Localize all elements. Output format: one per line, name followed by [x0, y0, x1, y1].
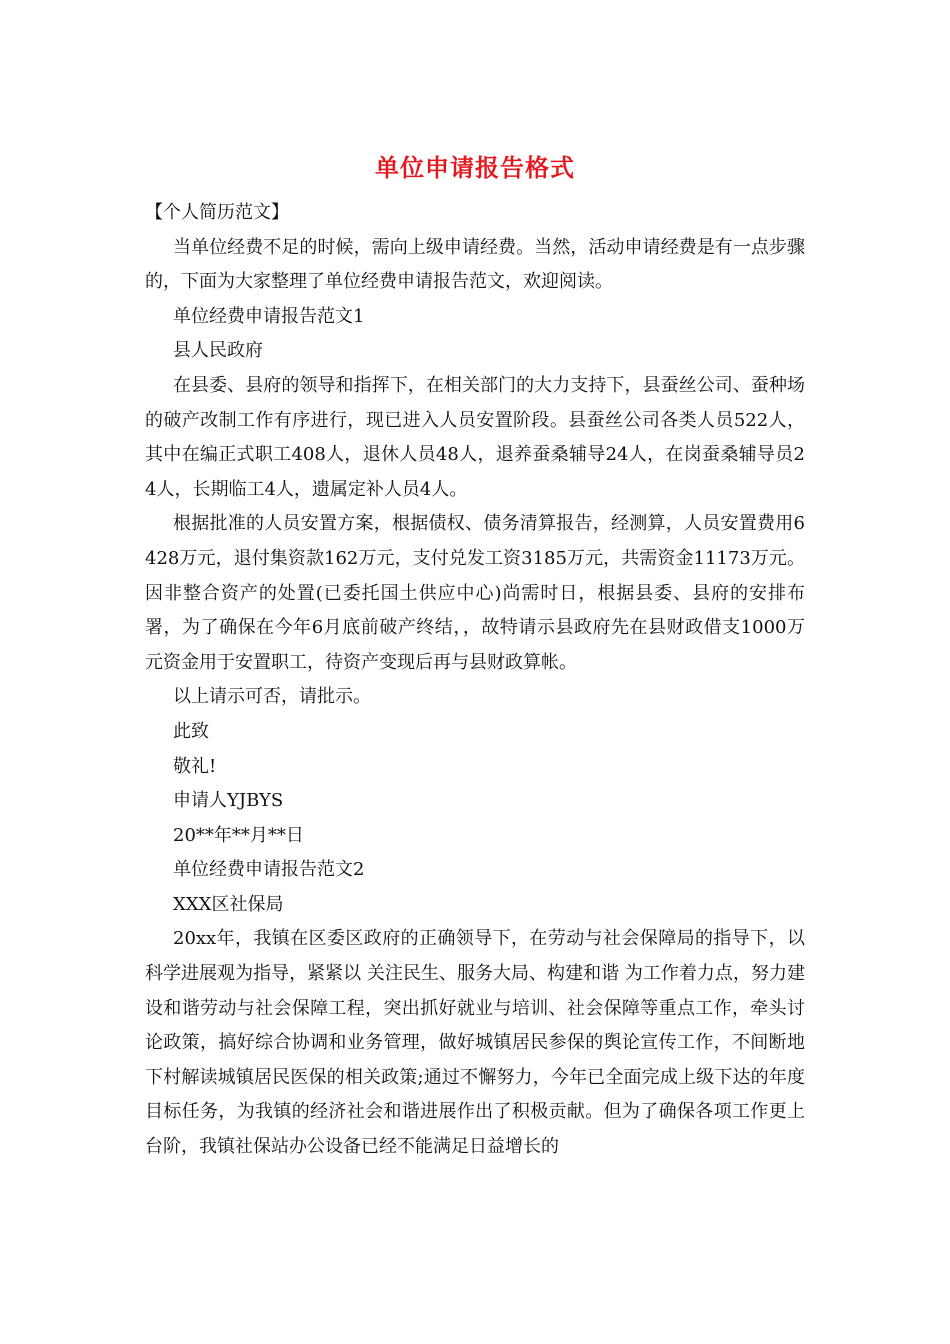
sample-heading-2: 单位经费申请报告范文2: [173, 859, 365, 881]
document-body: [145, 196, 805, 1165]
body-paragraph-3: 20xx年，我镇在区委区政府的正确领导下，在劳动与社会保障局的指导下，以科学进展观为指导，紧紧以 关注民生、服务大局、构建和谐 为工作着力点，努力建设和谐劳动与社会保障工程，突出抓好就业与培训、社会保障等重点工作，牵头讨论政策，搞好综合协调和业务管理，做好城镇居民参保的舆论宣传工作，不间断地下村解读城镇居民医保的相关政策;通过不懈努力，今年已全面完成上级下达的年度目标任务，为我镇的经济社会和谐进展作出了积极贡献。但为了确保各项工作更上台阶，我镇社保站办公设备已经不能满足日益增长的: [145, 928, 805, 1158]
intro-paragraph: 当单位经费不足的时候，需向上级申请经费。当然，活动申请经费是有一点步骤的，下面为大家整理了单位经费申请报告范文，欢迎阅读。: [145, 236, 805, 293]
section-tag: 【个人简历范文】: [145, 202, 289, 223]
recipient-2: XXX区社保局: [173, 893, 284, 915]
body-paragraph-2: 根据批准的人员安置方案，根据债权、债务清算报告，经测算，人员安置费用6428万元，退付集资款162万元，支付兑发工资3185万元，共需资金11173万元。因非整合资产的处置(已委托国土供应中心)尚需时日，根据县委、县府的安排布署，为了确保在今年6月底前破产终结，，故特请示县政府先在县财政借支1000万元资金用于安置职工，待资产变现后再与县财政算帐。: [145, 513, 805, 673]
document-title: 单位申请报告格式: [375, 153, 575, 182]
closing-line-1: 此致: [173, 720, 209, 742]
sample-heading-1: 单位经费申请报告范文1: [173, 305, 365, 327]
recipient-1: 县人民政府: [173, 340, 263, 362]
request-line: 以上请示可否，请批示。: [173, 686, 371, 708]
date-line: 20**年**月**日: [173, 824, 304, 846]
body-paragraph-1: 在县委、县府的领导和指挥下，在相关部门的大力支持下，县蚕丝公司、蚕种场的破产改制工作有序进行，现已进入人员安置阶段。县蚕丝公司各类人员522人，其中在编正式职工408人，退休人员48人，退养蚕桑辅导24人，在岗蚕桑辅导员24人，长期临工4人，遗属定补人员4人。: [145, 374, 805, 500]
closing-line-2: 敬礼!: [173, 755, 217, 777]
applicant-line: 申请人YJBYS: [173, 790, 284, 812]
